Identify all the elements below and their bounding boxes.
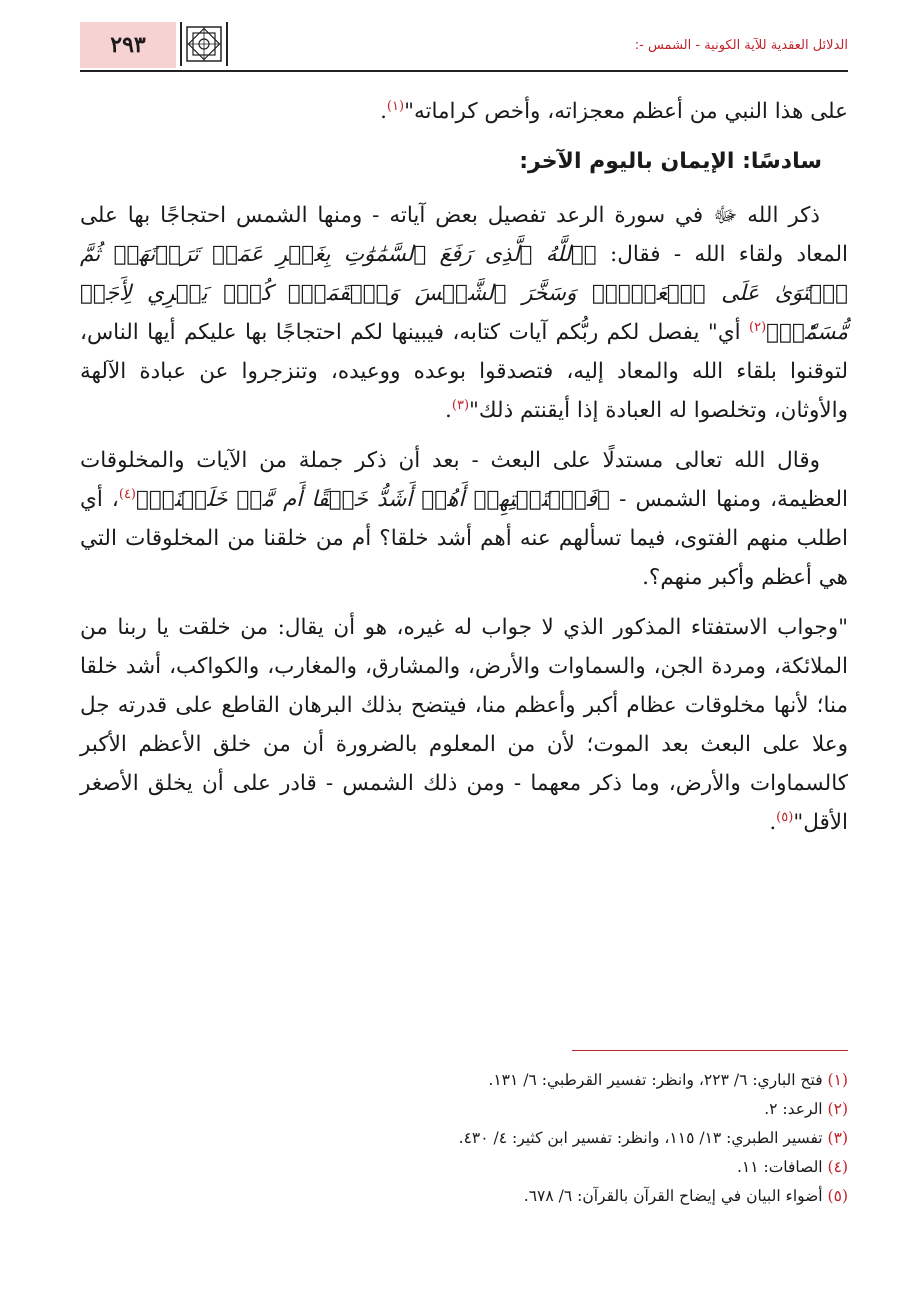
paragraph-2: ذكر الله ﷻ في سورة الرعد تفصيل بعض آياته - ومنها الشمس احتجاجًا بها على المعاد ولقاء الله - فقال: ﴿ٱللَّهُ ٱلَّذِى رَفَعَ ٱلسَّمَٰوَٰتِ بِغَيۡرِ عَمَدٖ تَرَوۡنَهَاۖ ثُمَّ ٱسۡتَوَىٰ عَلَى ٱلۡعَرۡشِۖ وَسَخَّرَ ٱلشَّمۡسَ وَٱلۡقَمَرَۖ كُلّٞ يَجۡرِي لِأَجَلٖ مُّسَمّٗىۚ﴾$^{(٢)}$ أي" يفصل لكم ربُّكم آيات كتابه، فيبينها لكم احتجاجًا بها عليكم أيها الناس، لتوقنوا بلقاء الله والمعاد إليه، فتصدقوا بوعده ووعيده، وتنزجروا عن عبادة الآلهة والأوثان، وتخلصوا له العبادة إذا أيقنتم ذلك"$^{(٣)}$. [80, 203, 848, 423]
footnote-ref-2[interactable]: (٢) [749, 319, 767, 335]
ornament-icon [180, 22, 228, 66]
header-divider [80, 70, 848, 72]
paragraph-4: "وجواب الاستفتاء المذكور الذي لا جواب له غيره، هو أن يقال: من خلقت يا ربنا من الملائكة، ومردة الجن، والسماوات والأرض، والمشارق، والمغارب، والكواكب، أشد خلقا منا؛ لأنها مخلوقات عظام أكبر وأعظم منا، فيتضح بذلك البرهان القاطع على قدرته جل وعلا على البعث بعد الموت؛ لأن من المعلوم بالضرورة أن من خلق الأعظم الأكبر كالسماوات والأرض، وما ذكر معهما - ومن ذلك الشمس - قادر على أن يخلق الأصغر الأقل"$^{(٥)}$. [80, 615, 848, 835]
section-heading: سادسًا: الإيمان باليوم الآخر: [519, 149, 822, 174]
footnote-ref-4[interactable]: (٤) [118, 486, 136, 502]
quran-verse-2: ﴿فَٱسۡتَفۡتِهِمۡ أَهُمۡ أَشَدُّ خَلۡقًا أَم مَّنۡ خَلَقۡنَآۚ﴾ [136, 487, 610, 512]
paragraph-3: وقال الله تعالى مستدلًا على البعث - بعد أن ذكر جملة من الآيات والمخلوقات العظيمة، ومنها الشمس - ﴿فَٱسۡتَفۡتِهِمۡ أَهُمۡ أَشَدُّ خَلۡقًا أَم مَّنۡ خَلَقۡنَآۚ﴾$^{(٤)}$، أي اطلب منهم الفتوى، فيما تسألهم عنه أهم أشد خلقا؟ أم من خلقنا من المخلوقات التي هي أعظم وأكبر منهم؟. [80, 448, 849, 590]
page-header [80, 22, 848, 72]
footnote-ref-3[interactable]: (٣) [451, 397, 470, 413]
footnote-divider [572, 1050, 848, 1051]
footnote-4: (٤) الصافات: ١١. [736, 1158, 848, 1176]
footnote-ref-1[interactable]: (١) [386, 98, 405, 114]
footnote-5: (٥) أضواء البيان في إيضاح القرآن بالقرآن: ٦/ ٦٧٨. [523, 1187, 848, 1205]
footnote-3: (٣) تفسير الطبري: ١٣/ ١١٥، وانظر: تفسير ابن كثير: ٤/ ٤٣٠. [458, 1129, 848, 1147]
footnote-ref-5[interactable]: (٥) [776, 809, 794, 825]
paragraph-1: على هذا النبي من أعظم معجزاته، وأخص كراماته"$^{(١)}$. [380, 98, 848, 124]
main-text [80, 92, 848, 853]
footnote-1: (١) فتح الباري: ٦/ ٢٢٣، وانظر: تفسير القرطبي: ٦/ ١٣١. [488, 1071, 848, 1089]
footnotes [80, 1066, 848, 1211]
quran-verse-1: ﴿ٱللَّهُ ٱلَّذِى رَفَعَ ٱلسَّمَٰوَٰتِ بِغَيۡرِ عَمَدٖ تَرَوۡنَهَاۖ ثُمَّ ٱسۡتَوَىٰ عَلَى ٱلۡعَرۡشِۖ وَسَخَّرَ ٱلشَّمۡسَ وَٱلۡقَمَرَۖ كُلّٞ يَجۡرِي لِأَجَلٖ مُّسَمّٗىۚ﴾ [80, 242, 848, 345]
page-number: ٢٩٣ [80, 22, 176, 68]
footnote-2: (٢) الرعد: ٢. [764, 1100, 848, 1118]
running-title: الدلائل العقدية للآية الكونية - الشمس -: [634, 38, 848, 53]
